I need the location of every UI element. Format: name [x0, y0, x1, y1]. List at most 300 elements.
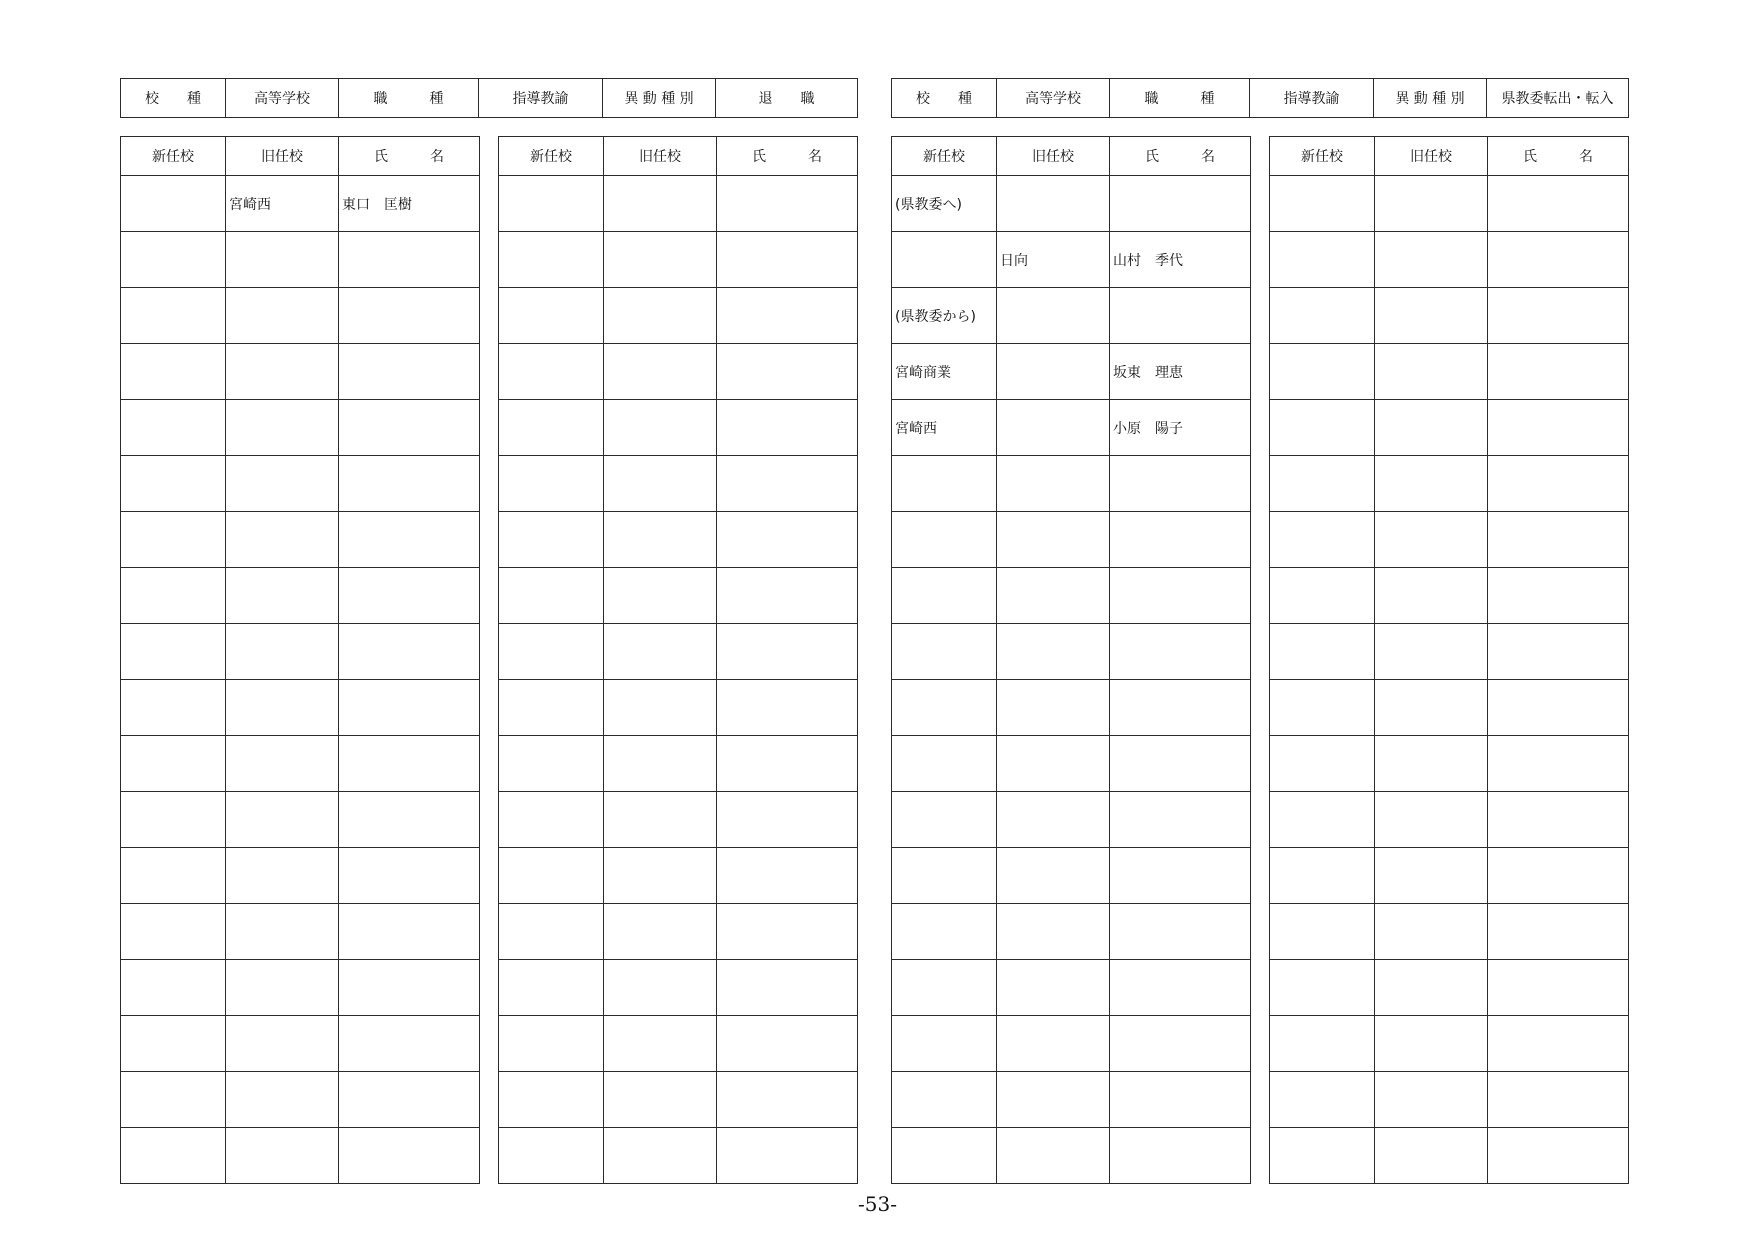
left-header-job-value: 指導教諭 — [479, 79, 603, 118]
table-cell — [499, 288, 604, 344]
table-cell — [717, 568, 858, 624]
right-table-b-col-header: 新任校 — [1270, 137, 1375, 176]
table-cell: 宮崎西 — [892, 400, 997, 456]
table-row — [499, 736, 858, 792]
table-row — [121, 624, 480, 680]
table-cell — [226, 232, 339, 288]
table-cell — [717, 624, 858, 680]
right-table-a-wrap — [891, 136, 1250, 1184]
table-cell — [997, 1128, 1110, 1184]
table-cell — [1270, 680, 1375, 736]
table-cell — [717, 792, 858, 848]
table-row — [499, 1072, 858, 1128]
table-cell — [499, 232, 604, 288]
table-cell — [121, 456, 226, 512]
table-cell — [604, 680, 717, 736]
table-cell — [1375, 1016, 1488, 1072]
table-cell — [339, 736, 480, 792]
table-cell — [717, 1072, 858, 1128]
table-cell — [339, 232, 480, 288]
table-cell — [339, 904, 480, 960]
table-cell — [121, 288, 226, 344]
left-table-b-col-header: 新任校 — [499, 137, 604, 176]
table-cell: 東口 匡樹 — [339, 176, 480, 232]
table-cell — [1488, 512, 1629, 568]
right-header-table — [891, 78, 1629, 118]
table-cell — [1270, 344, 1375, 400]
table-cell — [717, 344, 858, 400]
table-cell — [1488, 904, 1629, 960]
table-row — [121, 960, 480, 1016]
table-cell — [892, 960, 997, 1016]
table-cell — [717, 848, 858, 904]
table-cell — [1270, 1128, 1375, 1184]
table-row — [1270, 904, 1629, 960]
table-cell — [339, 1016, 480, 1072]
table-cell — [604, 960, 717, 1016]
table-row — [892, 568, 1251, 624]
table-cell — [121, 400, 226, 456]
table-cell — [604, 232, 717, 288]
table-cell — [1270, 848, 1375, 904]
table-cell — [499, 904, 604, 960]
table-cell — [121, 792, 226, 848]
table-cell — [1110, 568, 1251, 624]
table-row — [892, 232, 1251, 288]
table-row — [121, 1072, 480, 1128]
right-header-school-type-label: 校 種 — [892, 79, 997, 118]
table-cell: 宮崎西 — [226, 176, 339, 232]
table-cell — [1110, 1072, 1251, 1128]
table-cell — [717, 176, 858, 232]
table-cell — [1375, 176, 1488, 232]
table-cell — [604, 512, 717, 568]
table-row — [892, 1072, 1251, 1128]
table-cell: 小原 陽子 — [1110, 400, 1251, 456]
table-cell — [1110, 456, 1251, 512]
table-cell — [604, 456, 717, 512]
right-table-a — [891, 136, 1251, 1184]
table-cell — [339, 848, 480, 904]
table-row — [892, 792, 1251, 848]
table-row — [499, 624, 858, 680]
right-table-a-col-header: 氏 名 — [1110, 137, 1251, 176]
right-table-b-col-header: 旧任校 — [1375, 137, 1488, 176]
right-table-b — [1269, 136, 1629, 1184]
right-table-b-wrap — [1269, 136, 1628, 1184]
table-cell — [892, 232, 997, 288]
table-cell — [499, 736, 604, 792]
table-row — [1270, 288, 1629, 344]
table-row — [499, 456, 858, 512]
right-table-a-col-header: 新任校 — [892, 137, 997, 176]
table-cell — [604, 1072, 717, 1128]
table-cell — [604, 176, 717, 232]
table-cell — [499, 960, 604, 1016]
table-cell — [339, 624, 480, 680]
page-number: -53- — [858, 1192, 897, 1216]
table-row — [892, 736, 1251, 792]
table-row — [892, 1016, 1251, 1072]
table-cell — [1375, 512, 1488, 568]
table-row — [499, 400, 858, 456]
table-cell — [499, 400, 604, 456]
table-row — [892, 624, 1251, 680]
table-cell — [717, 904, 858, 960]
table-cell — [339, 1128, 480, 1184]
table-cell — [1488, 288, 1629, 344]
table-row — [1270, 680, 1629, 736]
table-cell — [1488, 232, 1629, 288]
table-cell — [1488, 344, 1629, 400]
table-row — [121, 1016, 480, 1072]
table-cell — [1270, 176, 1375, 232]
table-row — [499, 512, 858, 568]
table-cell — [1270, 1072, 1375, 1128]
table-cell — [499, 176, 604, 232]
right-header-job-value: 指導教諭 — [1250, 79, 1374, 118]
table-row — [499, 232, 858, 288]
table-cell — [226, 680, 339, 736]
table-cell — [604, 624, 717, 680]
table-cell — [1375, 960, 1488, 1016]
table-cell — [892, 568, 997, 624]
table-row — [121, 512, 480, 568]
table-cell — [1375, 624, 1488, 680]
table-row — [121, 288, 480, 344]
table-row — [499, 344, 858, 400]
table-row — [1270, 960, 1629, 1016]
table-cell — [1270, 1016, 1375, 1072]
table-row — [1270, 176, 1629, 232]
table-cell — [717, 960, 858, 1016]
right-header-school-type-value: 高等学校 — [997, 79, 1110, 118]
left-table-a-wrap — [120, 136, 479, 1184]
table-cell — [339, 568, 480, 624]
table-cell — [892, 792, 997, 848]
table-row — [121, 344, 480, 400]
table-cell — [121, 848, 226, 904]
table-cell — [1488, 680, 1629, 736]
table-cell — [1110, 176, 1251, 232]
table-row — [121, 1128, 480, 1184]
table-cell — [226, 1016, 339, 1072]
table-cell — [121, 568, 226, 624]
table-row — [121, 848, 480, 904]
table-cell — [892, 624, 997, 680]
table-cell — [997, 1016, 1110, 1072]
table-cell — [997, 736, 1110, 792]
table-cell — [892, 736, 997, 792]
table-cell — [892, 512, 997, 568]
table-cell — [339, 680, 480, 736]
table-cell — [339, 960, 480, 1016]
table-cell — [121, 344, 226, 400]
table-cell — [1270, 288, 1375, 344]
table-cell — [604, 568, 717, 624]
table-cell — [1270, 400, 1375, 456]
table-cell — [1110, 624, 1251, 680]
table-row — [499, 1016, 858, 1072]
right-header-job-label: 職 種 — [1110, 79, 1250, 118]
table-row — [1270, 1016, 1629, 1072]
table-cell — [1488, 960, 1629, 1016]
table-cell — [339, 288, 480, 344]
table-row — [892, 288, 1251, 344]
table-cell — [1375, 568, 1488, 624]
table-cell — [1375, 792, 1488, 848]
table-cell — [1375, 232, 1488, 288]
table-cell — [717, 1128, 858, 1184]
table-cell — [604, 736, 717, 792]
table-cell — [226, 848, 339, 904]
table-row — [1270, 792, 1629, 848]
table-cell — [717, 680, 858, 736]
table-cell — [717, 232, 858, 288]
table-row — [892, 512, 1251, 568]
table-cell — [717, 512, 858, 568]
table-row — [892, 456, 1251, 512]
table-cell — [121, 960, 226, 1016]
table-cell — [1270, 736, 1375, 792]
table-cell — [997, 1072, 1110, 1128]
table-cell — [1110, 1128, 1251, 1184]
table-row — [1270, 568, 1629, 624]
left-header-job-label: 職 種 — [339, 79, 479, 118]
table-row — [121, 400, 480, 456]
table-cell: 宮崎商業 — [892, 344, 997, 400]
table-cell — [499, 624, 604, 680]
table-cell — [1110, 904, 1251, 960]
table-cell — [226, 792, 339, 848]
table-cell — [997, 904, 1110, 960]
table-cell — [604, 848, 717, 904]
table-cell — [1375, 1072, 1488, 1128]
table-row — [1270, 624, 1629, 680]
table-row — [121, 176, 480, 232]
table-cell — [1110, 792, 1251, 848]
table-row — [499, 1128, 858, 1184]
table-cell — [1375, 736, 1488, 792]
table-cell — [1488, 624, 1629, 680]
table-cell — [1488, 848, 1629, 904]
table-cell — [1270, 456, 1375, 512]
table-row — [1270, 456, 1629, 512]
table-cell — [604, 792, 717, 848]
table-cell — [1375, 904, 1488, 960]
table-cell — [997, 624, 1110, 680]
left-header-transfer-type-label: 異 動 種 別 — [603, 79, 716, 118]
table-row — [499, 680, 858, 736]
table-cell — [997, 176, 1110, 232]
table-cell — [997, 960, 1110, 1016]
table-cell — [1110, 1016, 1251, 1072]
left-table-a-col-header: 新任校 — [121, 137, 226, 176]
table-cell — [226, 904, 339, 960]
table-cell — [226, 736, 339, 792]
left-header-transfer-type-value: 退 職 — [716, 79, 858, 118]
table-row — [121, 680, 480, 736]
table-cell — [1110, 512, 1251, 568]
table-cell — [892, 848, 997, 904]
table-cell — [121, 1072, 226, 1128]
left-header-school-type-value: 高等学校 — [226, 79, 339, 118]
table-cell — [997, 288, 1110, 344]
table-cell: (県教委から) — [892, 288, 997, 344]
table-cell — [499, 1016, 604, 1072]
table-cell — [1110, 848, 1251, 904]
table-cell — [121, 232, 226, 288]
table-cell — [717, 288, 858, 344]
table-cell — [499, 1072, 604, 1128]
table-row — [121, 456, 480, 512]
table-cell — [1488, 1016, 1629, 1072]
table-cell — [717, 456, 858, 512]
table-cell — [1110, 288, 1251, 344]
table-row — [892, 176, 1251, 232]
table-cell — [1488, 568, 1629, 624]
table-row — [121, 568, 480, 624]
table-cell — [1270, 792, 1375, 848]
table-cell — [1270, 960, 1375, 1016]
table-cell — [892, 456, 997, 512]
table-row — [121, 904, 480, 960]
left-table-a-col-header: 旧任校 — [226, 137, 339, 176]
table-cell — [892, 1072, 997, 1128]
table-cell — [892, 904, 997, 960]
table-cell — [604, 904, 717, 960]
right-header-table-wrap — [891, 78, 1628, 118]
table-cell — [226, 568, 339, 624]
table-row — [892, 680, 1251, 736]
table-cell — [499, 792, 604, 848]
table-cell — [121, 904, 226, 960]
table-cell — [1375, 1128, 1488, 1184]
table-row — [892, 848, 1251, 904]
table-row — [499, 288, 858, 344]
table-cell — [604, 1016, 717, 1072]
table-cell — [226, 400, 339, 456]
left-table-b-wrap — [498, 136, 857, 1184]
table-cell: (県教委へ) — [892, 176, 997, 232]
table-cell — [1488, 456, 1629, 512]
table-cell — [226, 1072, 339, 1128]
table-row — [1270, 344, 1629, 400]
table-cell — [226, 960, 339, 1016]
table-cell — [499, 680, 604, 736]
left-header-school-type-label: 校 種 — [121, 79, 226, 118]
table-cell — [997, 792, 1110, 848]
table-cell — [1110, 736, 1251, 792]
table-cell — [604, 400, 717, 456]
left-table-b — [498, 136, 858, 1184]
table-cell — [1270, 232, 1375, 288]
table-row — [499, 176, 858, 232]
table-cell — [1110, 960, 1251, 1016]
right-table-a-col-header: 旧任校 — [997, 137, 1110, 176]
table-cell — [121, 1128, 226, 1184]
table-cell — [339, 792, 480, 848]
table-cell — [1270, 512, 1375, 568]
table-cell — [339, 512, 480, 568]
table-cell — [226, 344, 339, 400]
left-table-b-col-header: 氏 名 — [717, 137, 858, 176]
table-cell — [1375, 848, 1488, 904]
table-cell — [1488, 1072, 1629, 1128]
left-table-b-col-header: 旧任校 — [604, 137, 717, 176]
right-header-transfer-type-value: 県教委転出・転入 — [1487, 79, 1629, 118]
table-cell — [226, 512, 339, 568]
table-row — [1270, 232, 1629, 288]
table-cell — [604, 1128, 717, 1184]
right-header-transfer-type-label: 異 動 種 別 — [1374, 79, 1487, 118]
table-cell — [499, 1128, 604, 1184]
table-cell — [499, 512, 604, 568]
table-row — [1270, 1128, 1629, 1184]
table-cell — [1488, 400, 1629, 456]
table-cell — [997, 848, 1110, 904]
table-cell — [997, 680, 1110, 736]
table-cell — [1270, 624, 1375, 680]
table-row — [499, 960, 858, 1016]
table-cell — [1375, 288, 1488, 344]
table-cell — [339, 400, 480, 456]
table-cell — [121, 736, 226, 792]
table-cell — [226, 624, 339, 680]
table-cell: 山村 季代 — [1110, 232, 1251, 288]
table-cell — [1488, 792, 1629, 848]
table-cell — [339, 344, 480, 400]
table-row — [499, 792, 858, 848]
table-cell: 日向 — [997, 232, 1110, 288]
table-row — [1270, 1072, 1629, 1128]
table-cell — [1375, 400, 1488, 456]
table-cell — [604, 344, 717, 400]
table-cell — [1488, 736, 1629, 792]
table-cell — [1488, 176, 1629, 232]
left-table-a — [120, 136, 480, 1184]
table-cell — [1375, 344, 1488, 400]
table-cell — [339, 1072, 480, 1128]
table-cell — [1488, 1128, 1629, 1184]
table-cell — [997, 400, 1110, 456]
table-row — [499, 904, 858, 960]
table-cell — [997, 512, 1110, 568]
table-cell — [892, 680, 997, 736]
table-cell — [1375, 680, 1488, 736]
table-cell — [717, 736, 858, 792]
table-cell — [226, 288, 339, 344]
table-row — [892, 960, 1251, 1016]
table-cell — [121, 624, 226, 680]
table-cell — [604, 288, 717, 344]
table-row — [1270, 400, 1629, 456]
table-cell — [226, 1128, 339, 1184]
table-cell — [717, 1016, 858, 1072]
table-row — [1270, 512, 1629, 568]
table-cell — [717, 400, 858, 456]
left-header-table — [120, 78, 858, 118]
table-row — [892, 904, 1251, 960]
table-cell — [499, 344, 604, 400]
table-cell — [892, 1016, 997, 1072]
table-cell — [997, 456, 1110, 512]
table-cell — [1375, 456, 1488, 512]
table-cell — [1270, 904, 1375, 960]
table-row — [121, 736, 480, 792]
table-cell — [499, 456, 604, 512]
table-cell: 坂東 理恵 — [1110, 344, 1251, 400]
